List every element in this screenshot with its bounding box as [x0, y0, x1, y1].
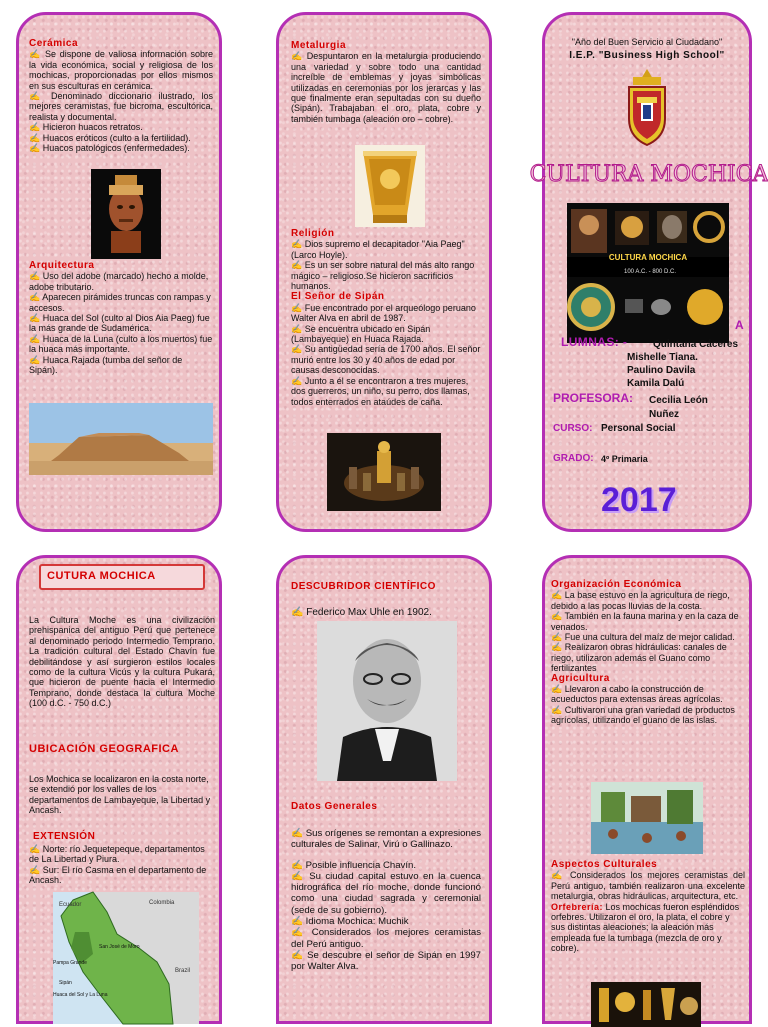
descubridor-text: ✍ Federico Max Uhle en 1902. [291, 607, 432, 618]
curso-value: Personal Social [601, 423, 676, 434]
profesora-name: Nuñez [649, 409, 679, 420]
metalurgia-heading: Metalurgia [291, 40, 347, 51]
cultura-title: CUTURA MOCHICA [47, 570, 156, 582]
ceramica-line: ✍ Denominado diccionario ilustrado, los mejores ceramistas, fue bicroma, escultórica, realista y documental. [29, 91, 213, 122]
arquitectura-line: ✍ Aparecen pirámides truncas con rampas y accesos. [29, 292, 211, 313]
arquitectura-line: ✍ Huaca de la Luna (culto a los muertos) fue la huaca más importante. [29, 333, 213, 355]
max-uhle-portrait [317, 621, 457, 781]
huaca-photo [29, 403, 213, 475]
orfebreria-label: Orfebrería: [551, 901, 604, 912]
arquitectura-line: ✍ Uso del adobe (marcado) hecho a molde, adobe tributario. [29, 271, 209, 292]
org-line: ✍ La base estuvo en la agricultura de riego, debido a las pocas lluvias de la costa. [551, 590, 730, 611]
aspectos-text: ✍ Considerados los mejores ceramistas del Perú antiguo, también realizaron una excelente metalurgia, obras hidráulicas, arquitectura, etc. [551, 870, 745, 902]
arquitectura-heading: Arquitectura [29, 260, 95, 271]
senor-line: ✍ Su antigüedad sería de 1700 años. El señor murió entre los 30 y 40 años de edad por causas desconocidas. [291, 344, 481, 376]
alumna-name: Mishelle Tiana. [627, 352, 698, 363]
school-name: I.E.P. "Business High School" [569, 50, 725, 61]
intro-text: La Cultura Moche es una civilización prehispanica del antiguo Perú que pertenece al denominado periodo Intermedio Temprano. La tradición cultural del Estado Chavín fue debilitándose y así surgieron estilos locales como de la cultura Vicús y la cultura Pukará, que hicieron de puente hacia el Intermedio Temprano, donde destaca la cultura Moche (100 d.C. - 750 d.C.) [29, 615, 215, 709]
datos-line: ✍ Considerados los mejores ceramistas del Perú antiguo. [291, 927, 481, 950]
huaco-retrato-image [91, 169, 161, 259]
agricultura-heading: Agricultura [551, 672, 610, 684]
extension-line: ✍ Norte: río Jequetepeque, departamentos de La Libertad y Piura. [29, 844, 205, 865]
descubridor-heading: DESCUBRIDOR CIENTÍFICO [291, 581, 436, 592]
orfebreria-text: Los mochicas fueron espléndidos orfebres. Utilizaron el oro, la plata, el cobre y sus distintas aleaciones; la aleación más empleada fue la tumbaga (mezcla de oro y cobre). [551, 901, 740, 954]
agri-line: ✍ Cultivaron una gran variedad de productos agrícolas, utilizando el guano de las islas. [551, 704, 735, 726]
ceramica-line: ✍ Huacos eróticos (culto a la fertilidad). [29, 132, 191, 143]
religion-heading: Religión [291, 228, 335, 239]
agri-line: ✍ Llevaron a cabo la construcción de acueductos para extensas áreas agrícolas. [551, 684, 723, 705]
aspectos-heading: Aspectos Culturales [551, 859, 658, 870]
panel-ceramica [16, 12, 222, 532]
ceramica-line: ✍ Hicieron huacos retratos. [29, 122, 143, 133]
motto-text: "Año del Buen Servicio al Ciudadano" [571, 37, 723, 47]
profesora-label: PROFESORA: [553, 391, 634, 405]
alumna-name: Paulino Davila [627, 365, 696, 376]
datos-line: ✍ Sus orígenes se remontan a expresiones culturales de Salinar, Virú o Gallinazo. [291, 828, 481, 851]
datos-line: ✍ Su ciudad capital estuvo en la cuenca hidrográfica del río moche, donde funcionó como una ciudad sagrada y ceremonial (sede de su gobierno). [291, 870, 481, 916]
tomb-diorama-image [327, 433, 441, 511]
grado-label: GRADO: [553, 453, 594, 464]
grado-value: 4º Primaria [601, 454, 648, 464]
arquitectura-line: ✍ Huaca del Sol (culto al Dios Aia Paeg) fue la más grande de Sudamérica. [29, 313, 210, 334]
ceramica-line: ✍ Huacos patológicos (enfermedades). [29, 143, 190, 154]
senor-line: ✍ Junto a él se encontraron a tres mujeres, dos guerreros, un niño, su perro, dos llamas, todos enterrados en ataúdes de caña. [291, 375, 470, 407]
extension-heading: EXTENSIÓN [33, 831, 96, 842]
year-text: 2017 [601, 481, 677, 519]
school-crest-image [623, 67, 671, 153]
alumnas-label: LUMNAS: - [561, 335, 628, 349]
datos-line: ✍ Se descubre el señor de Sipán en 1997 por Walter Alva. [291, 949, 481, 973]
map-label: Sipán [59, 980, 72, 986]
org-line: ✍ Realizaron obras hidráulicas: canales de riego, utilizaron además el Guano como fertilizantes [551, 642, 727, 674]
datos-line: ✍ Posible influencia Chavín. [291, 859, 417, 871]
org-line: ✍ Fue una cultura del maíz de mejor calidad. [551, 632, 735, 643]
gold-cup-image [355, 145, 425, 227]
map-label: Pampa Grande [53, 960, 87, 966]
alumnas-letter: A [735, 318, 744, 332]
ceramica-line: ✍ Se dispone de valiosa información sobre la vida económica, social y religiosa de los mochicas, proporcionadas por ellos mismos en sus esculturas en cerámica. [29, 49, 213, 91]
senor-sipan-heading: El Señor de Sipán [291, 291, 385, 303]
arquitectura-line: ✍ Huaca Rajada (tumba del señor de Sipán). [29, 354, 183, 376]
metalurgia-text: ✍ Despuntaron en la metalurgia produciendo una variedad y sobre todo una cantidad increíble de emblemas y joyas simbólicas utilizadas en ceremonias por los jerarcas y las que finalmente eran sepultadas con su dueño (Sipán). Trabajaban el oro, plata, cobre y también tumbaga (aleación oro – cobre). [291, 51, 481, 124]
cultura-mochica-wordart [529, 155, 768, 189]
collage-label: CULTURA MOCHICA [608, 253, 688, 262]
peru-map-image [53, 892, 199, 1024]
panel-economia [542, 555, 752, 1024]
map-label: Ecuador [59, 902, 82, 908]
map-label: Colombia [149, 900, 175, 906]
religion-line: ✍ Dios supremo el decapitador "Aia Paeg" (Larco Hoyle). [291, 239, 465, 260]
gold-artifacts-image [591, 982, 701, 1027]
religion-line: ✍ Es un ser sobre natural del más alto rango mágico – religioso.Se hicieron sacrificios humanos. [291, 260, 475, 292]
ceramica-heading: Cerámica [29, 38, 79, 49]
profesora-name: Cecilia León [649, 395, 708, 406]
extension-line: ✍ Sur: El río Casma en el departamento de Ancash. [29, 864, 207, 886]
alumna-name: Kamila Dalú [627, 378, 685, 389]
panel-descubridor [276, 555, 492, 1024]
ubicacion-heading: UBICACIÓN GEOGRAFICA [29, 743, 179, 755]
ubicacion-text: Los Mochica se localizaron en la costa norte, se extendió por los valles de los departamentos de Lambayeque, la Libertad y Ancash. [29, 774, 211, 816]
senor-line: ✍ Fue encontrado por el arqueólogo peruano Walter Alva en abril de 1987. [291, 302, 476, 324]
collage-dates: 100 A.C. - 800 D.C. [623, 269, 677, 275]
alumna-name: Quintana Cáceres [653, 339, 739, 350]
panel-cover [529, 12, 768, 532]
map-label: Brazil [175, 968, 191, 974]
org-line: ✍ También en la fauna marina y en la caza de venados. [551, 611, 739, 632]
datos-heading: Datos Generales [291, 801, 378, 812]
datos-line: ✍ Idioma Mochica: Muchik [291, 916, 409, 928]
map-label: San José de Moro [99, 944, 140, 950]
map-label: Huaca del Sol y La Luna [53, 992, 108, 998]
org-heading: Organización Económica [551, 579, 682, 590]
agriculture-mural-image [591, 782, 703, 854]
panel-intro [16, 555, 222, 1024]
wordart-text: CULTURA MOCHICA [529, 162, 768, 187]
panel-metalurgia [276, 12, 492, 532]
curso-label: CURSO: [553, 423, 593, 434]
senor-line: ✍ Se encuentra ubicado en Sipán (Lambayeque) en Huaca Rajada. [291, 323, 431, 345]
cultura-title-box [39, 564, 205, 590]
